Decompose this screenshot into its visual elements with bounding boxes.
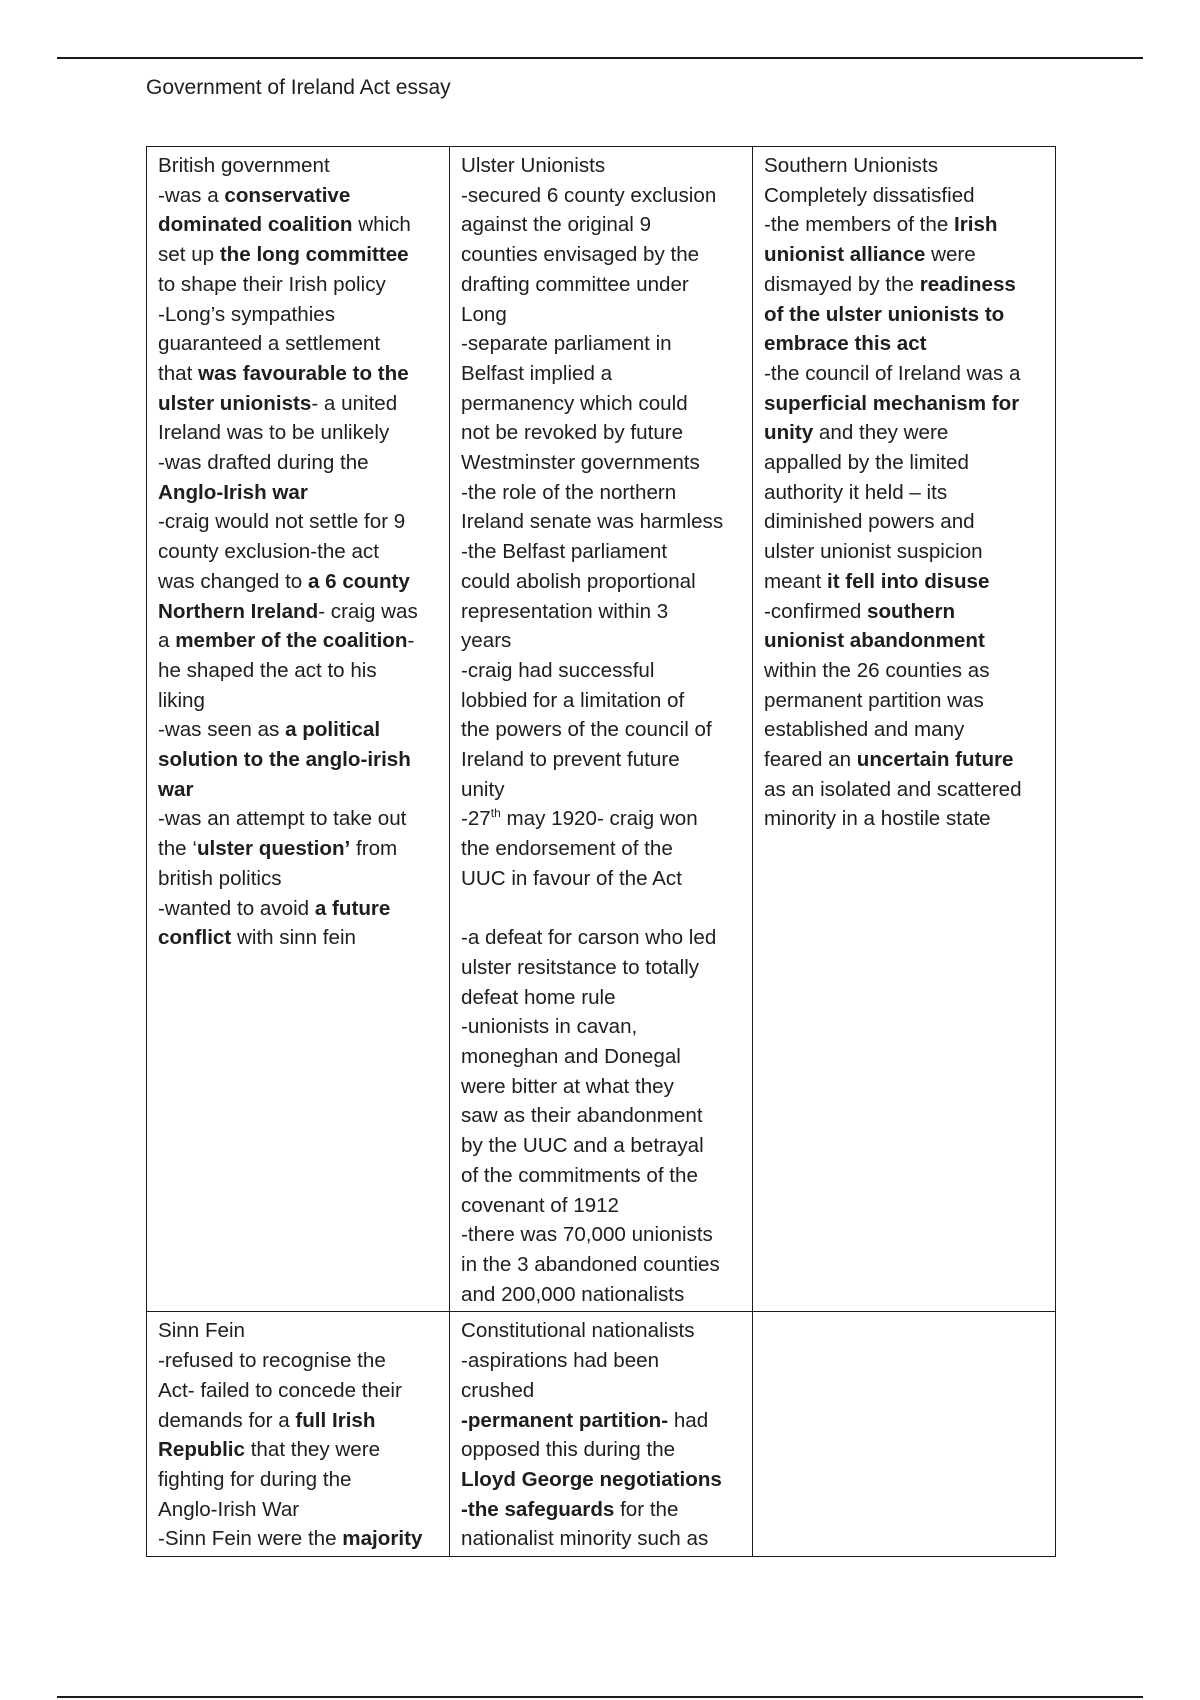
text-run: and they were — [813, 421, 949, 445]
text-run: within the 26 counties as — [764, 658, 990, 682]
cell-line — [158, 626, 443, 656]
text-run: not be revoked by future — [461, 421, 684, 445]
text-run: drafting committee under — [461, 272, 689, 296]
bold-text: Republic — [158, 1438, 245, 1462]
cell-line — [158, 418, 443, 448]
text-run: that — [158, 361, 199, 385]
text-run: -refused to recognise the — [158, 1349, 386, 1373]
cell-line — [158, 597, 443, 627]
text-run: may 1920- craig won — [500, 807, 698, 831]
text-run: Belfast implied a — [461, 361, 613, 385]
cell-line — [764, 537, 1049, 567]
cell-line — [158, 864, 443, 894]
bold-text: of the ulster unionists to — [764, 302, 1005, 326]
text-run: feared an — [764, 748, 857, 772]
text-run: -there was 70,000 unionists — [461, 1223, 713, 1247]
cell-line — [158, 240, 443, 270]
cell-line — [764, 270, 1049, 300]
cell-line — [158, 923, 443, 953]
cell-sinn-fein — [147, 1312, 450, 1557]
text-run: fighting for during the — [158, 1467, 352, 1491]
bold-text: Lloyd George negotiations — [461, 1467, 722, 1491]
text-run: from — [350, 837, 398, 861]
cell-line — [764, 418, 1049, 448]
text-run: meant — [764, 569, 827, 593]
text-run: ulster resitstance to totally — [461, 955, 700, 979]
cell-line — [158, 507, 443, 537]
cell-line — [461, 389, 746, 419]
cell-line — [461, 448, 746, 478]
cell-line — [461, 1012, 746, 1042]
text-run: saw as their abandonment — [461, 1104, 703, 1128]
text-run: crushed — [461, 1378, 535, 1402]
bold-text: was favourable to the — [198, 361, 409, 385]
cell-line — [461, 1435, 746, 1465]
bold-text: Anglo-Irish war — [158, 480, 308, 504]
cell-line — [461, 1131, 746, 1161]
text-run: -wanted to avoid — [158, 896, 315, 920]
text-run: had — [668, 1408, 709, 1432]
text-run: Anglo-Irish War — [158, 1497, 300, 1521]
text-run: -aspirations had been — [461, 1349, 660, 1373]
cell-line — [764, 775, 1049, 805]
cell-heading: Constitutional nationalists — [461, 1319, 695, 1343]
cell-line — [158, 181, 443, 211]
cell-line — [764, 597, 1049, 627]
text-run: -a defeat for carson who led — [461, 926, 717, 950]
text-run: -craig had successful — [461, 658, 655, 682]
footer-rule — [57, 1696, 1143, 1698]
cell-line — [158, 389, 443, 419]
header-rule — [57, 57, 1143, 59]
text-run: Ireland was to be unlikely — [158, 421, 390, 445]
cell-line — [461, 210, 746, 240]
text-run: -was drafted during the — [158, 451, 369, 475]
text-run: diminished powers and — [764, 510, 975, 534]
cell-line — [461, 418, 746, 448]
bold-text: unionist abandonment — [764, 629, 985, 653]
text-run: -was a — [158, 183, 225, 207]
cell-line — [158, 715, 443, 745]
cell-line — [461, 507, 746, 537]
cell-line — [158, 745, 443, 775]
bold-text: ulster question’ — [196, 837, 351, 861]
text-run: in the 3 abandoned counties — [461, 1253, 720, 1276]
bold-text: solution to the anglo-irish — [158, 748, 411, 772]
bold-text: the long committee — [219, 243, 409, 267]
text-run: -the council of Ireland was a — [764, 361, 1021, 385]
bold-text: superficial mechanism for — [764, 391, 1020, 415]
cell-line — [158, 567, 443, 597]
cell-line — [764, 686, 1049, 716]
text-run: lobbied for a limitation of — [461, 688, 685, 712]
cell-line — [764, 389, 1049, 419]
bold-text: dominated coalition — [158, 213, 353, 237]
text-run: to shape their Irish policy — [158, 272, 386, 296]
cell-line — [158, 686, 443, 716]
text-run: -confirmed — [764, 599, 867, 623]
cell-line — [461, 686, 746, 716]
text-run: set up — [158, 243, 220, 267]
bold-text: majority — [342, 1527, 423, 1551]
cell-heading: Ulster Unionists — [461, 154, 606, 177]
bold-text: a political — [285, 718, 381, 742]
cell-heading: Southern Unionists — [764, 154, 939, 177]
text-run: -separate parliament in — [461, 332, 672, 356]
text-run: were bitter at what they — [461, 1074, 674, 1098]
cell-line — [764, 626, 1049, 656]
text-run: guaranteed a settlement — [158, 332, 381, 356]
cell-line — [461, 1072, 746, 1102]
cell-line — [461, 1280, 746, 1310]
cell-line — [461, 656, 746, 686]
cell-line — [461, 240, 746, 270]
text-run: -Long’s sympathies — [158, 302, 336, 326]
text-run: against the original 9 — [461, 213, 652, 237]
text-run: a — [158, 629, 176, 653]
text-run: -the members of the — [764, 213, 954, 237]
cell-line — [158, 1346, 443, 1376]
text-run: permanency which could — [461, 391, 688, 415]
text-run: - — [407, 629, 415, 653]
bold-text: ulster unionists — [158, 391, 312, 415]
bold-text: it fell into disuse — [826, 569, 990, 593]
cell-line — [461, 1161, 746, 1191]
text-run: established and many — [764, 718, 965, 742]
bold-text: unity — [764, 421, 814, 445]
cell-line — [158, 1376, 443, 1406]
text-run: covenant of 1912 — [461, 1193, 620, 1217]
cell-ulster-unionists — [450, 147, 753, 1312]
cell-line — [158, 270, 443, 300]
cell-line — [764, 181, 1049, 211]
cell-line — [461, 1346, 746, 1376]
text-run: counties envisaged by the — [461, 243, 700, 267]
bold-text: -permanent partition- — [461, 1408, 669, 1432]
text-run: the powers of the council of — [461, 718, 712, 742]
cell-line — [158, 1465, 443, 1495]
cell-line — [461, 537, 746, 567]
text-run: of the commitments of the — [461, 1163, 698, 1187]
text-run: Westminster governments — [461, 451, 700, 475]
text-run: that they were — [244, 1438, 381, 1462]
cell-constitutional-nationalists — [450, 1312, 753, 1557]
cell-line — [461, 567, 746, 597]
text-run: opposed this during the — [461, 1438, 676, 1462]
cell-line — [764, 656, 1049, 686]
cell-line — [158, 656, 443, 686]
text-run: dismayed by the — [764, 272, 920, 296]
cell-line — [158, 329, 443, 359]
bold-text: Irish — [954, 213, 998, 237]
cell-line — [461, 1465, 746, 1495]
cell-empty — [753, 1312, 1056, 1557]
cell-british-government — [147, 147, 450, 1312]
cell-heading: British government — [158, 154, 330, 177]
cell-line — [461, 1524, 746, 1554]
cell-heading: Sinn Fein — [158, 1319, 246, 1343]
cell-line — [764, 745, 1049, 775]
cell-line — [158, 210, 443, 240]
cell-line — [461, 329, 746, 359]
cell-line — [461, 270, 746, 300]
bold-text: full Irish — [295, 1408, 376, 1432]
cell-line — [764, 329, 1049, 359]
cell-line — [461, 834, 746, 864]
bold-text: southern — [867, 599, 956, 623]
text-run: with sinn fein — [231, 926, 357, 950]
text-run: moneghan and Donegal — [461, 1045, 681, 1069]
cell-line — [461, 181, 746, 211]
text-run: Long — [461, 302, 507, 326]
cell-line — [461, 478, 746, 508]
cell-line — [764, 567, 1049, 597]
text-run: unity — [461, 777, 505, 801]
cell-line — [461, 1495, 746, 1525]
bold-text: war — [158, 777, 194, 801]
cell-line — [461, 953, 746, 983]
text-run: -craig would not settle for 9 — [158, 510, 406, 534]
cell-line — [158, 834, 443, 864]
cell-line — [461, 1250, 746, 1280]
text-run: county exclusion-the act — [158, 540, 379, 564]
cell-line — [158, 300, 443, 330]
cell-line — [158, 448, 443, 478]
cell-line — [158, 1524, 443, 1554]
text-run: Completely dissatisfied — [764, 183, 975, 207]
cell-line — [461, 300, 746, 330]
cell-line — [158, 478, 443, 508]
text-run: UUC in favour of the Act — [461, 866, 682, 890]
cell-line — [461, 1220, 746, 1250]
cell-line — [764, 448, 1049, 478]
cell-line — [461, 359, 746, 389]
text-run: permanent partition was — [764, 688, 984, 712]
text-run: representation within 3 — [461, 599, 669, 623]
table-row — [147, 1312, 1056, 1557]
text-run: liking — [158, 688, 205, 712]
cell-line — [461, 745, 746, 775]
text-run: he shaped the act to his — [158, 658, 377, 682]
bold-text: Northern Ireland — [158, 599, 319, 623]
text-run: british politics — [158, 866, 282, 890]
cell-line — [158, 804, 443, 834]
text-run: was changed to — [158, 569, 308, 593]
cell-line — [158, 894, 443, 924]
text-run: and 200,000 nationalists — [461, 1282, 685, 1306]
text-run: by the UUC and a betrayal — [461, 1134, 704, 1158]
cell-line — [158, 1435, 443, 1465]
text-run: -secured 6 county exclusion — [461, 183, 717, 207]
bold-text: unionist alliance — [764, 243, 926, 267]
text-run: defeat home rule — [461, 985, 616, 1009]
text-run: could abolish proportional — [461, 569, 696, 593]
bold-text: readiness — [919, 272, 1016, 296]
cell-line — [764, 507, 1049, 537]
cell-line — [764, 240, 1049, 270]
text-run: -was an attempt to take out — [158, 807, 407, 831]
text-run: were — [925, 243, 976, 267]
text-run: Ireland senate was harmless — [461, 510, 724, 534]
text-run: as an isolated and scattered — [764, 777, 1022, 801]
cell-line — [461, 1042, 746, 1072]
cell-line — [461, 864, 746, 894]
text-run: the ‘ — [158, 837, 197, 861]
text-run: - craig was — [318, 599, 418, 623]
text-run: authority it held – its — [764, 480, 948, 504]
bold-text: -the safeguards — [461, 1497, 615, 1521]
table-row — [147, 147, 1056, 1312]
cell-line — [764, 210, 1049, 240]
cell-line — [461, 983, 746, 1013]
text-run: -unionists in cavan, — [461, 1015, 638, 1039]
superscript-text: th — [490, 806, 501, 821]
text-run: -the role of the northern — [461, 480, 677, 504]
cell-line — [158, 1495, 443, 1525]
text-run: years — [461, 629, 512, 653]
cell-line — [764, 359, 1049, 389]
text-run: demands for a — [158, 1408, 296, 1432]
text-run: Ireland to prevent future — [461, 748, 680, 772]
document-title: Government of Ireland Act essay — [146, 76, 451, 99]
cell-line — [158, 537, 443, 567]
text-run: -the Belfast parliament — [461, 540, 668, 564]
bold-text: conservative — [224, 183, 351, 207]
bold-text: a 6 county — [307, 569, 410, 593]
text-run: minority in a hostile state — [764, 807, 991, 831]
text-run: the endorsement of the — [461, 837, 673, 861]
bold-text: uncertain future — [856, 748, 1014, 772]
text-run: -27 — [461, 807, 491, 831]
cell-line — [461, 597, 746, 627]
text-run: -Sinn Fein were the — [158, 1527, 343, 1551]
cell-line — [158, 1406, 443, 1436]
cell-line — [461, 1376, 746, 1406]
cell-line — [764, 478, 1049, 508]
cell-line — [461, 1101, 746, 1131]
text-run: - a united — [311, 391, 398, 415]
cell-line — [461, 804, 746, 834]
cell-line — [461, 923, 746, 953]
bold-text: conflict — [158, 926, 232, 950]
cell-line — [764, 300, 1049, 330]
cell-line — [461, 775, 746, 805]
text-run: Act- failed to concede their — [158, 1378, 402, 1402]
bold-text: embrace this act — [764, 332, 927, 356]
summary-table — [146, 146, 1056, 1557]
bold-text: member of the coalition — [175, 629, 408, 653]
cell-line — [764, 715, 1049, 745]
cell-line — [461, 1191, 746, 1221]
cell-line — [158, 775, 443, 805]
text-run: appalled by the limited — [764, 451, 969, 475]
text-run: for the — [614, 1497, 679, 1521]
text-run: which — [352, 213, 411, 237]
cell-line — [461, 715, 746, 745]
bold-text: a future — [314, 896, 391, 920]
cell-line — [461, 1406, 746, 1436]
text-run: -was seen as — [158, 718, 286, 742]
cell-line — [461, 626, 746, 656]
cell-line — [764, 804, 1049, 834]
cell-line — [158, 359, 443, 389]
text-run: ulster unionist suspicion — [764, 540, 983, 564]
cell-southern-unionists — [753, 147, 1056, 1312]
text-run: nationalist minority such as — [461, 1527, 709, 1551]
